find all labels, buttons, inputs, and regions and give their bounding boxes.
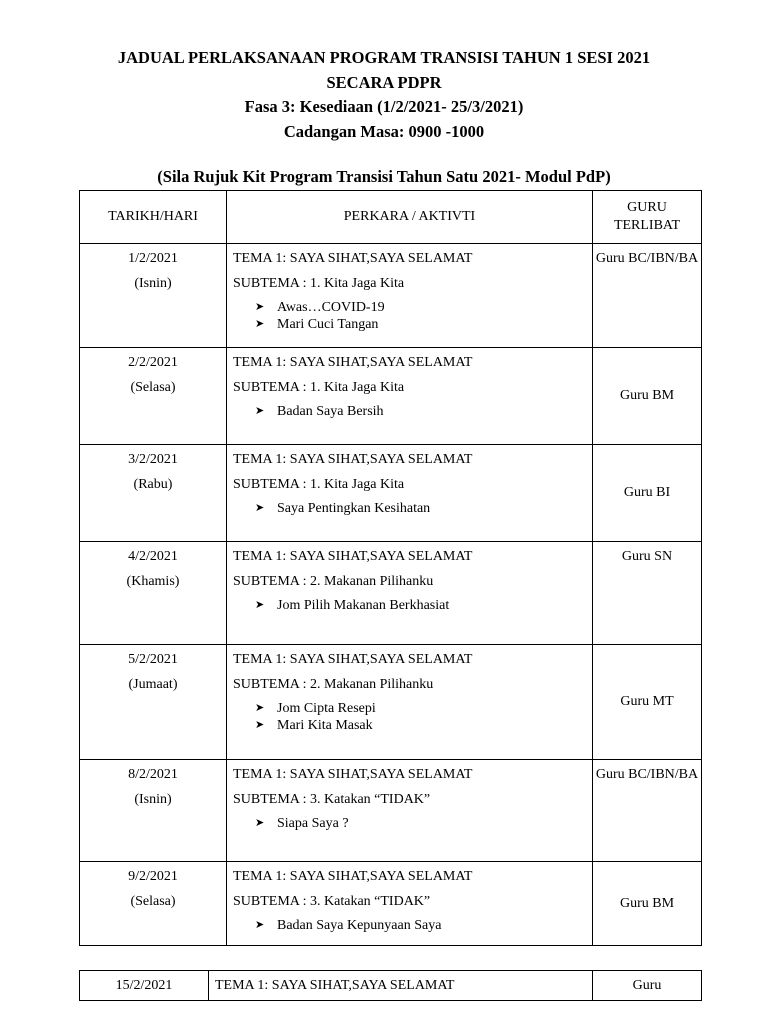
row-tema: TEMA 1: SAYA SIHAT,SAYA SELAMAT <box>233 652 473 667</box>
row-date-cell <box>80 542 227 645</box>
row-activity-cell <box>227 645 593 760</box>
row-tema: TEMA 1: SAYA SIHAT,SAYA SELAMAT <box>233 355 473 370</box>
reference-note-text: (Sila Rujuk Kit Program Transisi Tahun Satu 2021- Modul PdP) <box>157 167 611 186</box>
header-teacher: GURU TERLIBAT <box>593 191 702 244</box>
list-item <box>255 316 592 333</box>
row-date: 5/2/2021 <box>128 652 178 667</box>
arrowhead-bullet-icon: ➤ <box>255 719 265 731</box>
row-tema: TEMA 1: SAYA SIHAT,SAYA SELAMAT <box>209 971 593 1001</box>
row-day: (Rabu) <box>133 477 173 492</box>
heading-line-3: Fasa 3: Kesediaan (1/2/2021- 25/3/2021) <box>244 97 524 116</box>
schedule-table-continued <box>79 970 702 1001</box>
row-subtema: SUBTEMA : 1. Kita Jaga Kita <box>233 380 405 395</box>
row-date: 9/2/2021 <box>128 869 178 884</box>
row-date: 15/2/2021 <box>80 971 209 1001</box>
row-teacher: Guru BM <box>593 348 702 445</box>
heading-line-1: JADUAL PERLAKSANAAN PROGRAM TRANSISI TAHUN 1 SESI 2021 <box>117 48 651 67</box>
reference-note <box>0 165 768 190</box>
heading-line-4: Cadangan Masa: 0900 -1000 <box>283 121 485 141</box>
row-teacher: Guru BM <box>593 862 702 946</box>
row-date: 4/2/2021 <box>128 549 178 564</box>
list-item <box>255 700 592 717</box>
arrowhead-bullet-icon: ➤ <box>255 817 265 829</box>
activity-item-label: Badan Saya Bersih <box>277 404 384 419</box>
activity-item-label: Mari Kita Masak <box>277 718 373 733</box>
activity-list <box>233 700 592 734</box>
table-row <box>80 348 702 445</box>
header-date: TARIKH/HARI <box>80 191 227 244</box>
activity-list <box>233 917 592 934</box>
header-activity: PERKARA / AKTIVTI <box>227 191 593 244</box>
row-date-cell <box>80 645 227 760</box>
row-subtema: SUBTEMA : 3. Katakan “TIDAK” <box>233 792 431 807</box>
activity-list <box>233 597 592 614</box>
row-date: 1/2/2021 <box>128 251 178 266</box>
list-item <box>255 500 592 517</box>
row-day: (Isnin) <box>134 792 172 807</box>
row-teacher: Guru SN <box>593 542 702 645</box>
activity-item-label: Badan Saya Kepunyaan Saya <box>277 918 442 933</box>
row-date-cell <box>80 244 227 348</box>
row-tema: TEMA 1: SAYA SIHAT,SAYA SELAMAT <box>233 549 473 564</box>
row-date-cell <box>80 760 227 862</box>
list-item <box>255 403 592 420</box>
row-date-cell <box>80 862 227 946</box>
row-tema: TEMA 1: SAYA SIHAT,SAYA SELAMAT <box>233 767 473 782</box>
row-date: 8/2/2021 <box>128 767 178 782</box>
row-subtema: SUBTEMA : 3. Katakan “TIDAK” <box>233 894 431 909</box>
row-subtema: SUBTEMA : 2. Makanan Pilihanku <box>233 574 434 589</box>
table-row <box>80 244 702 348</box>
row-subtema: SUBTEMA : 2. Makanan Pilihanku <box>233 677 434 692</box>
arrowhead-bullet-icon: ➤ <box>255 405 265 417</box>
table-row <box>80 971 702 1001</box>
row-tema: TEMA 1: SAYA SIHAT,SAYA SELAMAT <box>233 869 473 884</box>
activity-item-label: Jom Cipta Resepi <box>277 701 376 716</box>
arrowhead-bullet-icon: ➤ <box>255 599 265 611</box>
row-teacher: Guru BC/IBN/BA <box>593 760 702 862</box>
list-item <box>255 815 592 832</box>
row-day: (Selasa) <box>130 894 176 909</box>
schedule-table <box>79 190 702 946</box>
list-item <box>255 597 592 614</box>
row-activity-cell <box>227 760 593 862</box>
row-teacher: Guru BI <box>593 445 702 542</box>
row-day: (Jumaat) <box>128 677 178 692</box>
table-row <box>80 445 702 542</box>
activity-item-label: Saya Pentingkan Kesihatan <box>277 501 431 516</box>
list-item <box>255 717 592 734</box>
table-row <box>80 760 702 862</box>
table-header-row <box>80 191 702 244</box>
activity-item-label: Jom Pilih Makanan Berkhasiat <box>277 598 450 613</box>
row-teacher: Guru MT <box>593 645 702 760</box>
row-activity-cell <box>227 542 593 645</box>
activity-item-label: Awas…COVID-19 <box>277 300 385 315</box>
table-row <box>80 862 702 946</box>
activity-list <box>233 403 592 420</box>
table-row <box>80 645 702 760</box>
row-teacher: Guru BC/IBN/BA <box>593 244 702 348</box>
arrowhead-bullet-icon: ➤ <box>255 502 265 514</box>
activity-list <box>233 815 592 832</box>
document-heading <box>0 46 768 144</box>
activity-list <box>233 500 592 517</box>
arrowhead-bullet-icon: ➤ <box>255 301 265 313</box>
row-day: (Khamis) <box>126 574 180 589</box>
arrowhead-bullet-icon: ➤ <box>255 702 265 714</box>
row-day: (Selasa) <box>130 380 176 395</box>
activity-list <box>233 299 592 333</box>
row-date-cell <box>80 445 227 542</box>
heading-line-2: SECARA PDPR <box>326 72 442 92</box>
row-date: 2/2/2021 <box>128 355 178 370</box>
arrowhead-bullet-icon: ➤ <box>255 318 265 330</box>
row-tema: TEMA 1: SAYA SIHAT,SAYA SELAMAT <box>233 452 473 467</box>
list-item <box>255 299 592 316</box>
row-day: (Isnin) <box>134 276 172 291</box>
row-subtema: SUBTEMA : 1. Kita Jaga Kita <box>233 477 405 492</box>
row-activity-cell <box>227 862 593 946</box>
row-activity-cell <box>227 445 593 542</box>
row-date: 3/2/2021 <box>128 452 178 467</box>
row-subtema: SUBTEMA : 1. Kita Jaga Kita <box>233 276 405 291</box>
activity-item-label: Mari Cuci Tangan <box>277 317 379 332</box>
row-activity-cell <box>227 348 593 445</box>
list-item <box>255 917 592 934</box>
activity-item-label: Siapa Saya ? <box>277 816 349 831</box>
table-row <box>80 542 702 645</box>
row-tema: TEMA 1: SAYA SIHAT,SAYA SELAMAT <box>233 251 473 266</box>
arrowhead-bullet-icon: ➤ <box>255 919 265 931</box>
row-date-cell <box>80 348 227 445</box>
row-teacher: Guru <box>593 971 702 1001</box>
row-activity-cell <box>227 244 593 348</box>
